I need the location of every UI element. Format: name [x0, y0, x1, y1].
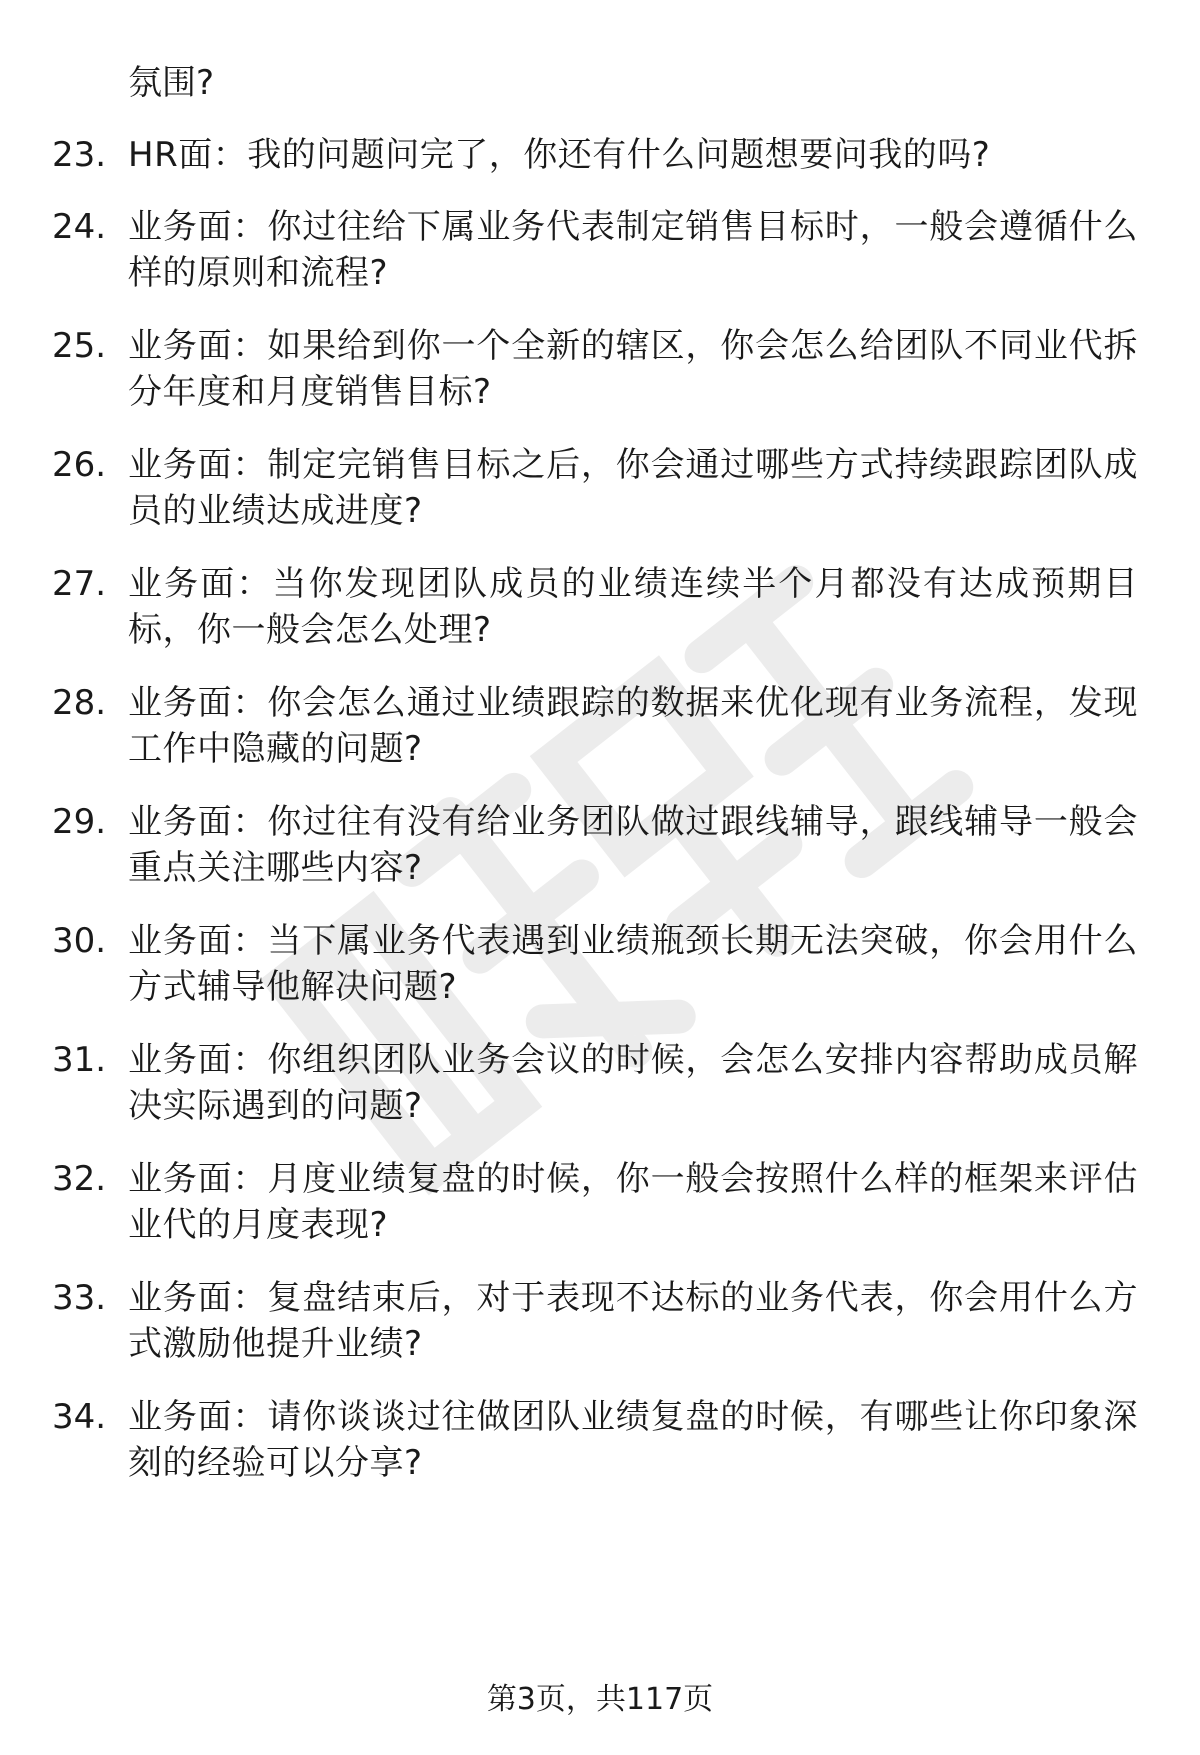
- list-item: [52, 323, 1152, 415]
- question-number: 25.: [52, 326, 107, 366]
- question-text: 业务面：你组织团队业务会议的时候，会怎么安排内容帮助成员解决实际遇到的问题?: [128, 1040, 1138, 1126]
- question-number: 33.: [52, 1278, 107, 1318]
- question-text: 业务面：复盘结束后，对于表现不达标的业务代表，你会用什么方式激励他提升业绩?: [128, 1278, 1138, 1364]
- question-text: 业务面：月度业绩复盘的时候，你一般会按照什么样的框架来评估业代的月度表现?: [128, 1159, 1138, 1245]
- question-text: 业务面：你过往有没有给业务团队做过跟线辅导，跟线辅导一般会重点关注哪些内容?: [128, 802, 1138, 888]
- question-text: 业务面：如果给到你一个全新的辖区，你会怎么给团队不同业代拆分年度和月度销售目标?: [128, 326, 1138, 412]
- list-item: [52, 799, 1152, 891]
- list-item: [52, 132, 1152, 178]
- list-item: [52, 561, 1152, 653]
- list-item: [52, 1394, 1152, 1486]
- question-text: 业务面：当你发现团队成员的业绩连续半个月都没有达成预期目标，你一般会怎么处理?: [128, 564, 1138, 650]
- question-text: 业务面：你会怎么通过业绩跟踪的数据来优化现有业务流程，发现工作中隐藏的问题?: [128, 683, 1138, 769]
- question-number: 27.: [52, 564, 107, 604]
- list-item: [52, 918, 1152, 1010]
- list-item: [52, 1275, 1152, 1367]
- question-number: 26.: [52, 445, 107, 485]
- question-number: 31.: [52, 1040, 107, 1080]
- question-text: HR面：我的问题问完了，你还有什么问题想要问我的吗?: [128, 135, 991, 175]
- list-item: [52, 442, 1152, 534]
- question-number: 32.: [52, 1159, 107, 1199]
- list-item: [52, 680, 1152, 772]
- question-number: 24.: [52, 207, 107, 247]
- list-item: [52, 1037, 1152, 1129]
- question-text: 业务面：制定完销售目标之后，你会通过哪些方式持续跟踪团队成员的业绩达成进度?: [128, 445, 1138, 531]
- question-number: 28.: [52, 683, 107, 723]
- question-number: 34.: [52, 1397, 107, 1437]
- question-text: 业务面：你过往给下属业务代表制定销售目标时，一般会遵循什么样的原则和流程?: [128, 207, 1138, 293]
- list-item: [52, 204, 1152, 296]
- question-number: 30.: [52, 921, 107, 961]
- question-number: 29.: [52, 802, 107, 842]
- question-text: 业务面：请你谈谈过往做团队业绩复盘的时候，有哪些让你印象深刻的经验可以分享?: [128, 1397, 1138, 1483]
- page-footer: 第3页，共117页: [486, 1682, 714, 1717]
- continuation-text: 氛围?: [128, 63, 215, 103]
- list-item: [52, 1156, 1152, 1248]
- question-number: 23.: [52, 135, 107, 175]
- question-text: 业务面：当下属业务代表遇到业绩瓶颈长期无法突破，你会用什么方式辅导他解决问题?: [128, 921, 1138, 1007]
